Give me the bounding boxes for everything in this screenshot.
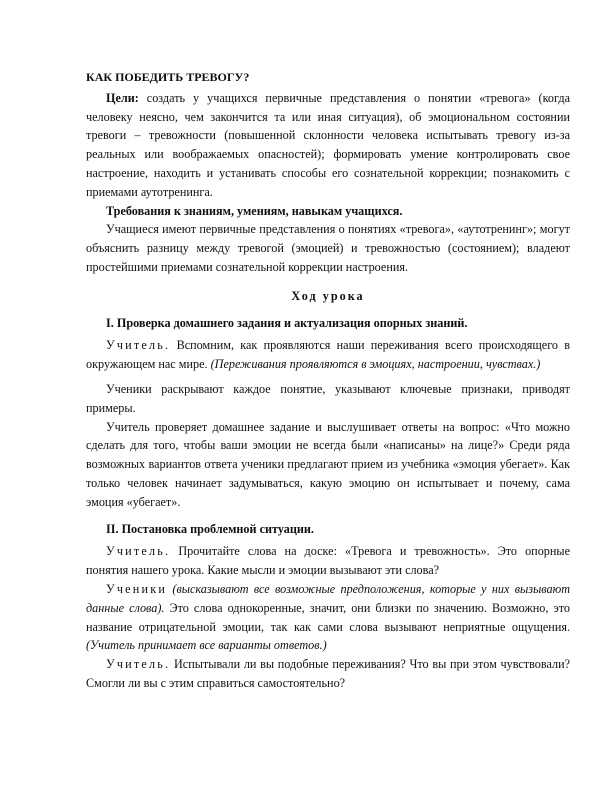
section2-heading: II. Постановка проблемной ситуации. [106,521,314,536]
document-title: КАК ПОБЕДИТЬ ТРЕВОГУ? [86,70,250,84]
section1-paragraph-2: Ученики раскрывают каждое понятие, указывают ключевые признаки, приводят примеры. [86,381,570,415]
section2-paragraph-2 [86,580,570,655]
section2-p2-text: Это слова однокоренные, значит, они близки по значению. Возможно, это название отрицательной эмоции, так как сами слова вызывают неприятные ощущения. [86,600,571,634]
section1-p1-italic: (Переживания проявляются в эмоциях, настроении, чувствах.) [210,357,541,372]
section1-heading: I. Проверка домашнего задания и актуализация опорных знаний. [106,315,468,330]
goals-label: Цели: [106,90,139,105]
section2-paragraph-3 [86,655,570,693]
teacher-speaker: Учитель. [106,657,171,672]
section2-p3-text: Испытывали ли вы подобные переживания? Что вы при этом чувствовали? Смогли ли вы с этим справиться самостоятельно? [86,657,570,690]
goals-paragraph [86,89,570,202]
section1-paragraph-3: Учитель проверяет домашнее задание и выслушивает ответы на вопрос: «Что можно сделать для того, чтобы ваши эмоции не всегда были «написаны» на лице?» Среди ряда возможных вариантов ответа ученики предлагают прием из учебника «эмоция убегает». Как только человек начинает задумываться, какую эмоцию он испытывает и почему, сама эмоция «убегает». [86,419,570,509]
section2-p2-italic: (высказывают все возможные предположения, которые у них вызывают данные слова). [86,581,570,615]
lesson-heading: Ход урока [291,288,365,303]
document-page [86,68,570,693]
teacher-speaker: Учитель. [106,544,171,559]
section2-p2-italic2: (Учитель принимает все варианты ответов.) [86,638,327,653]
students-speaker: Ученики [106,581,168,596]
teacher-speaker: Учитель. [106,338,171,353]
goals-text: создать у учащихся первичные представления о понятии «тревога» (когда человеку неясно, чем закончится та или иная ситуация), об эмоциональном состоянии тревоги – тревожности (повышенной склонности человека испытывать тревогу из-за реальных или воображаемых опасностей); формировать умение контролировать свое настроение, находить и устанивать способы его сознательной коррекции; познакомить с приемами аутотренинга. [86,90,570,199]
requirements-text: Учащиеся имеют первичные представления о понятиях «тревога», «аутотренинг»; могут объяснить разницу между тревогой (эмоцией) и тревожностью (состоянием); владеют простейшими приемами сознательной коррекции настроения. [86,222,570,274]
section1-p1-text: Вспомним, как проявляются наши переживания всего происходящего в окружающем нас мире. [86,338,570,372]
section1-paragraph-1 [86,336,570,374]
section2-p1-text: Прочитайте слова на доске: «Тревога и тревожность». Это опорные понятия нашего урока. Какие мысли и эмоции вызывают эти слова? [86,544,570,578]
section2-paragraph-1 [86,542,570,580]
requirements-heading: Требования к знаниям, умениям, навыкам учащихся. [106,203,403,218]
